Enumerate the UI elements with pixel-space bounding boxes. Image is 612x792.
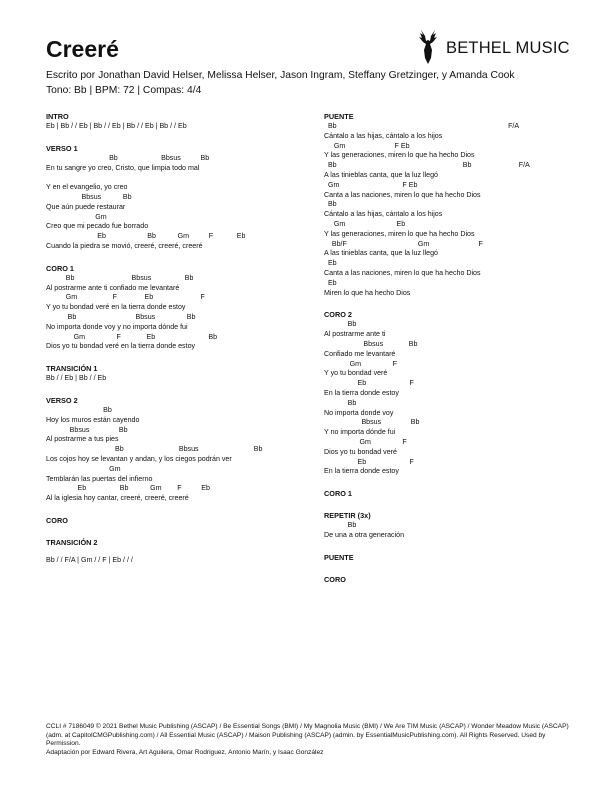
chord-line: Bb Bbsus Bb xyxy=(46,273,194,282)
chord-line: Eb xyxy=(324,278,337,287)
lyric-line: A las tinieblas canta, que la luz llegó xyxy=(324,249,438,258)
section-heading: REPETIR (3x) xyxy=(324,511,371,521)
lyric-line: Cántalo a las hijas, cántalo a los hijos xyxy=(324,210,443,219)
chord-line: Gm F Eb xyxy=(324,141,410,150)
chord-line: Gm F Eb xyxy=(324,180,418,189)
lyric-line: Dios yo tu bondad veré en la tierra donde estoy xyxy=(46,342,196,351)
chord-line: Gm xyxy=(46,464,121,473)
stag-head-icon xyxy=(415,28,441,66)
chord-line: Bb Bbsus Bb xyxy=(46,153,210,162)
section-heading: VERSO 1 xyxy=(46,143,78,153)
chord-line: Bb / / Eb | Bb / / Eb xyxy=(46,374,107,383)
chord-line: Bb xyxy=(324,398,357,407)
lyric-line: Canta a las naciones, miren lo que ha hecho Dios xyxy=(324,268,481,277)
chord-line: Bb Bbsus Bb xyxy=(46,445,263,454)
chord-line: Eb F xyxy=(324,379,414,388)
chord-line: Bb xyxy=(324,320,357,329)
chord-line: Eb F xyxy=(324,457,414,466)
chord-line: Bb xyxy=(324,200,337,209)
lyric-line: Temblarán las puertas del infierno xyxy=(46,474,153,483)
song-info: Tono: Bb | BPM: 72 | Compas: 4/4 xyxy=(46,85,202,96)
chord-line: Gm F Eb Bb xyxy=(46,332,218,341)
lyric-line: Miren lo que ha hecho Dios xyxy=(324,288,411,297)
adaptation-credits: Adaptación por Edward Rivera, Art Aguilera, Omar Rodriguez, Antonio Marín, y Isaac González xyxy=(46,748,324,756)
chord-line: Bb xyxy=(46,405,112,414)
section-heading: CORO 2 xyxy=(324,310,352,320)
section-repetir xyxy=(324,511,586,541)
left-column xyxy=(46,112,308,578)
section-heading: CORO 1 xyxy=(46,263,74,273)
section-heading: VERSO 2 xyxy=(46,395,78,405)
section-transicion-2 xyxy=(46,538,308,566)
chord-line: Gm F xyxy=(324,437,407,446)
section-heading: CORO xyxy=(46,515,68,525)
chord-line: Bbsus Bb xyxy=(324,418,420,427)
lyric-line: Los cojos hoy se levantan y andan, y los ciegos podrán ver xyxy=(46,454,232,463)
lyric-line: Al la iglesia hoy cantar, creeré, creeré, creeré xyxy=(46,494,189,503)
right-column xyxy=(324,112,586,597)
song-title: Creeré xyxy=(46,36,119,62)
chord-line: Bbsus Bb xyxy=(46,192,132,201)
section-heading: CORO 1 xyxy=(324,489,352,499)
lyric-line: No importa donde voy xyxy=(324,408,394,417)
spacer xyxy=(46,548,308,556)
chord-line: Eb Bb Gm F Eb xyxy=(46,484,210,493)
lyric-line: Y las generaciones, miren lo que ha hecho Dios xyxy=(324,151,475,160)
section-heading: CORO xyxy=(324,574,346,584)
lyric-line: Cuando la piedra se movió, creeré, creeré, creeré xyxy=(46,241,203,250)
lyric-line: Confiado me levantaré xyxy=(324,349,396,358)
lyric-line: Y en el evangelio, yo creo xyxy=(46,183,128,192)
section-intro xyxy=(46,112,308,132)
lyric-line: A las tinieblas canta, que la luz llegó xyxy=(324,170,438,179)
lyric-line: No importa donde voy y no importa dónde fui xyxy=(46,322,188,331)
lyric-line: Y yo tu bondad veré en la tierra donde estoy xyxy=(46,303,186,312)
section-coro-1-repeat xyxy=(324,489,586,499)
section-puente-repeat xyxy=(324,553,586,563)
lyric-line: Cántalo a las hijas, cántalo a los hijos xyxy=(324,131,443,140)
lyric-line: Dios yo tu bondad veré xyxy=(324,447,397,456)
chord-line: Gm F Eb F xyxy=(46,293,205,302)
section-transicion-1 xyxy=(46,364,308,384)
section-verso-2 xyxy=(46,396,308,504)
section-coro xyxy=(46,516,308,526)
bethel-music-logo xyxy=(415,28,575,68)
section-heading: TRANSICIÓN 1 xyxy=(46,364,98,374)
chord-line: Eb Bb Gm F Eb xyxy=(46,232,246,241)
chord-line: Bb F/A xyxy=(324,122,520,130)
section-coro-1 xyxy=(46,264,308,352)
chord-line: Gm Eb xyxy=(324,219,406,228)
section-verso-1 xyxy=(46,144,308,252)
chord-line: Bbsus Bb xyxy=(324,339,418,348)
chord-line: Bbsus Bb xyxy=(46,425,128,434)
lyric-line: Y las generaciones, miren lo que ha hecho Dios xyxy=(324,229,475,238)
lyric-line: Al postrarme a tus pies xyxy=(46,435,119,444)
section-coro-2 xyxy=(324,310,586,477)
lyric-line: Y yo tu bondad veré xyxy=(324,369,388,378)
lyric-line: En tu sangre yo creo, Cristo, que limpia todo mal xyxy=(46,163,200,172)
section-heading: PUENTE xyxy=(324,112,354,121)
section-puente xyxy=(324,112,586,298)
lyric-line: Hoy los muros están cayendo xyxy=(46,415,140,424)
brand-name: BETHEL MUSIC xyxy=(446,39,570,57)
chord-line: Bb/F Gm F xyxy=(324,239,483,248)
lyric-line: Canta a las naciones, miren lo que ha hecho Dios xyxy=(324,190,481,199)
lyric-line: Al postrarme ante ti confiado me levantaré xyxy=(46,283,180,292)
credits: Escrito por Jonathan David Helser, Melissa Helser, Jason Ingram, Steffany Gretzinger, y Amanda Cook xyxy=(46,70,515,81)
lyric-line: Que aún puede restaurar xyxy=(46,202,126,211)
chord-line: Bb / / F/A | Gm / / F | Eb / / / xyxy=(46,555,133,564)
section-coro-final xyxy=(324,575,586,585)
copyright-footer xyxy=(46,723,578,757)
chord-line: Gm xyxy=(46,212,107,221)
lyric-line: Al postrarme ante ti xyxy=(324,330,386,339)
lyric-line: De una a otra generación xyxy=(324,530,405,539)
chord-line: Bb Bbsus Bb xyxy=(46,312,196,321)
chord-line: Eb xyxy=(324,259,337,268)
chord-line: Gm F xyxy=(324,359,397,368)
section-heading: INTRO xyxy=(46,112,69,121)
chord-line: Bb Bb F/A xyxy=(324,161,530,170)
section-heading: PUENTE xyxy=(324,552,354,562)
copyright-text: CCLI # 7186049 © 2021 Bethel Music Publishing (ASCAP) / Be Essential Songs (BMI) / My Magnolia Music (BMI) / We Are TIM Music (ASCAP) / Wonder Meadow Music (ASCAP) (adm. at CapitolCMGPublishing.com) / All Essential Music (ASCAP) / Maison Publishing (ASCAP) (admin. by EssentialMusicPublishing.com). All Rights Reserved. Used by Permission. xyxy=(46,723,569,748)
lyric-line: En la tierra donde estoy xyxy=(324,388,399,397)
lyric-line: En la tierra donde estoy xyxy=(324,467,399,476)
lyric-line: Y no importa dónde fui xyxy=(324,428,396,437)
lyric-line: Creo que mi pecado fue borrado xyxy=(46,222,149,231)
section-heading: TRANSICIÓN 2 xyxy=(46,537,98,547)
chord-line: Bb xyxy=(324,521,357,530)
chord-line xyxy=(46,173,308,183)
chord-line: Eb | Bb / / Eb | Bb / / Eb | Bb / / Eb | Bb / / Eb xyxy=(46,122,187,130)
